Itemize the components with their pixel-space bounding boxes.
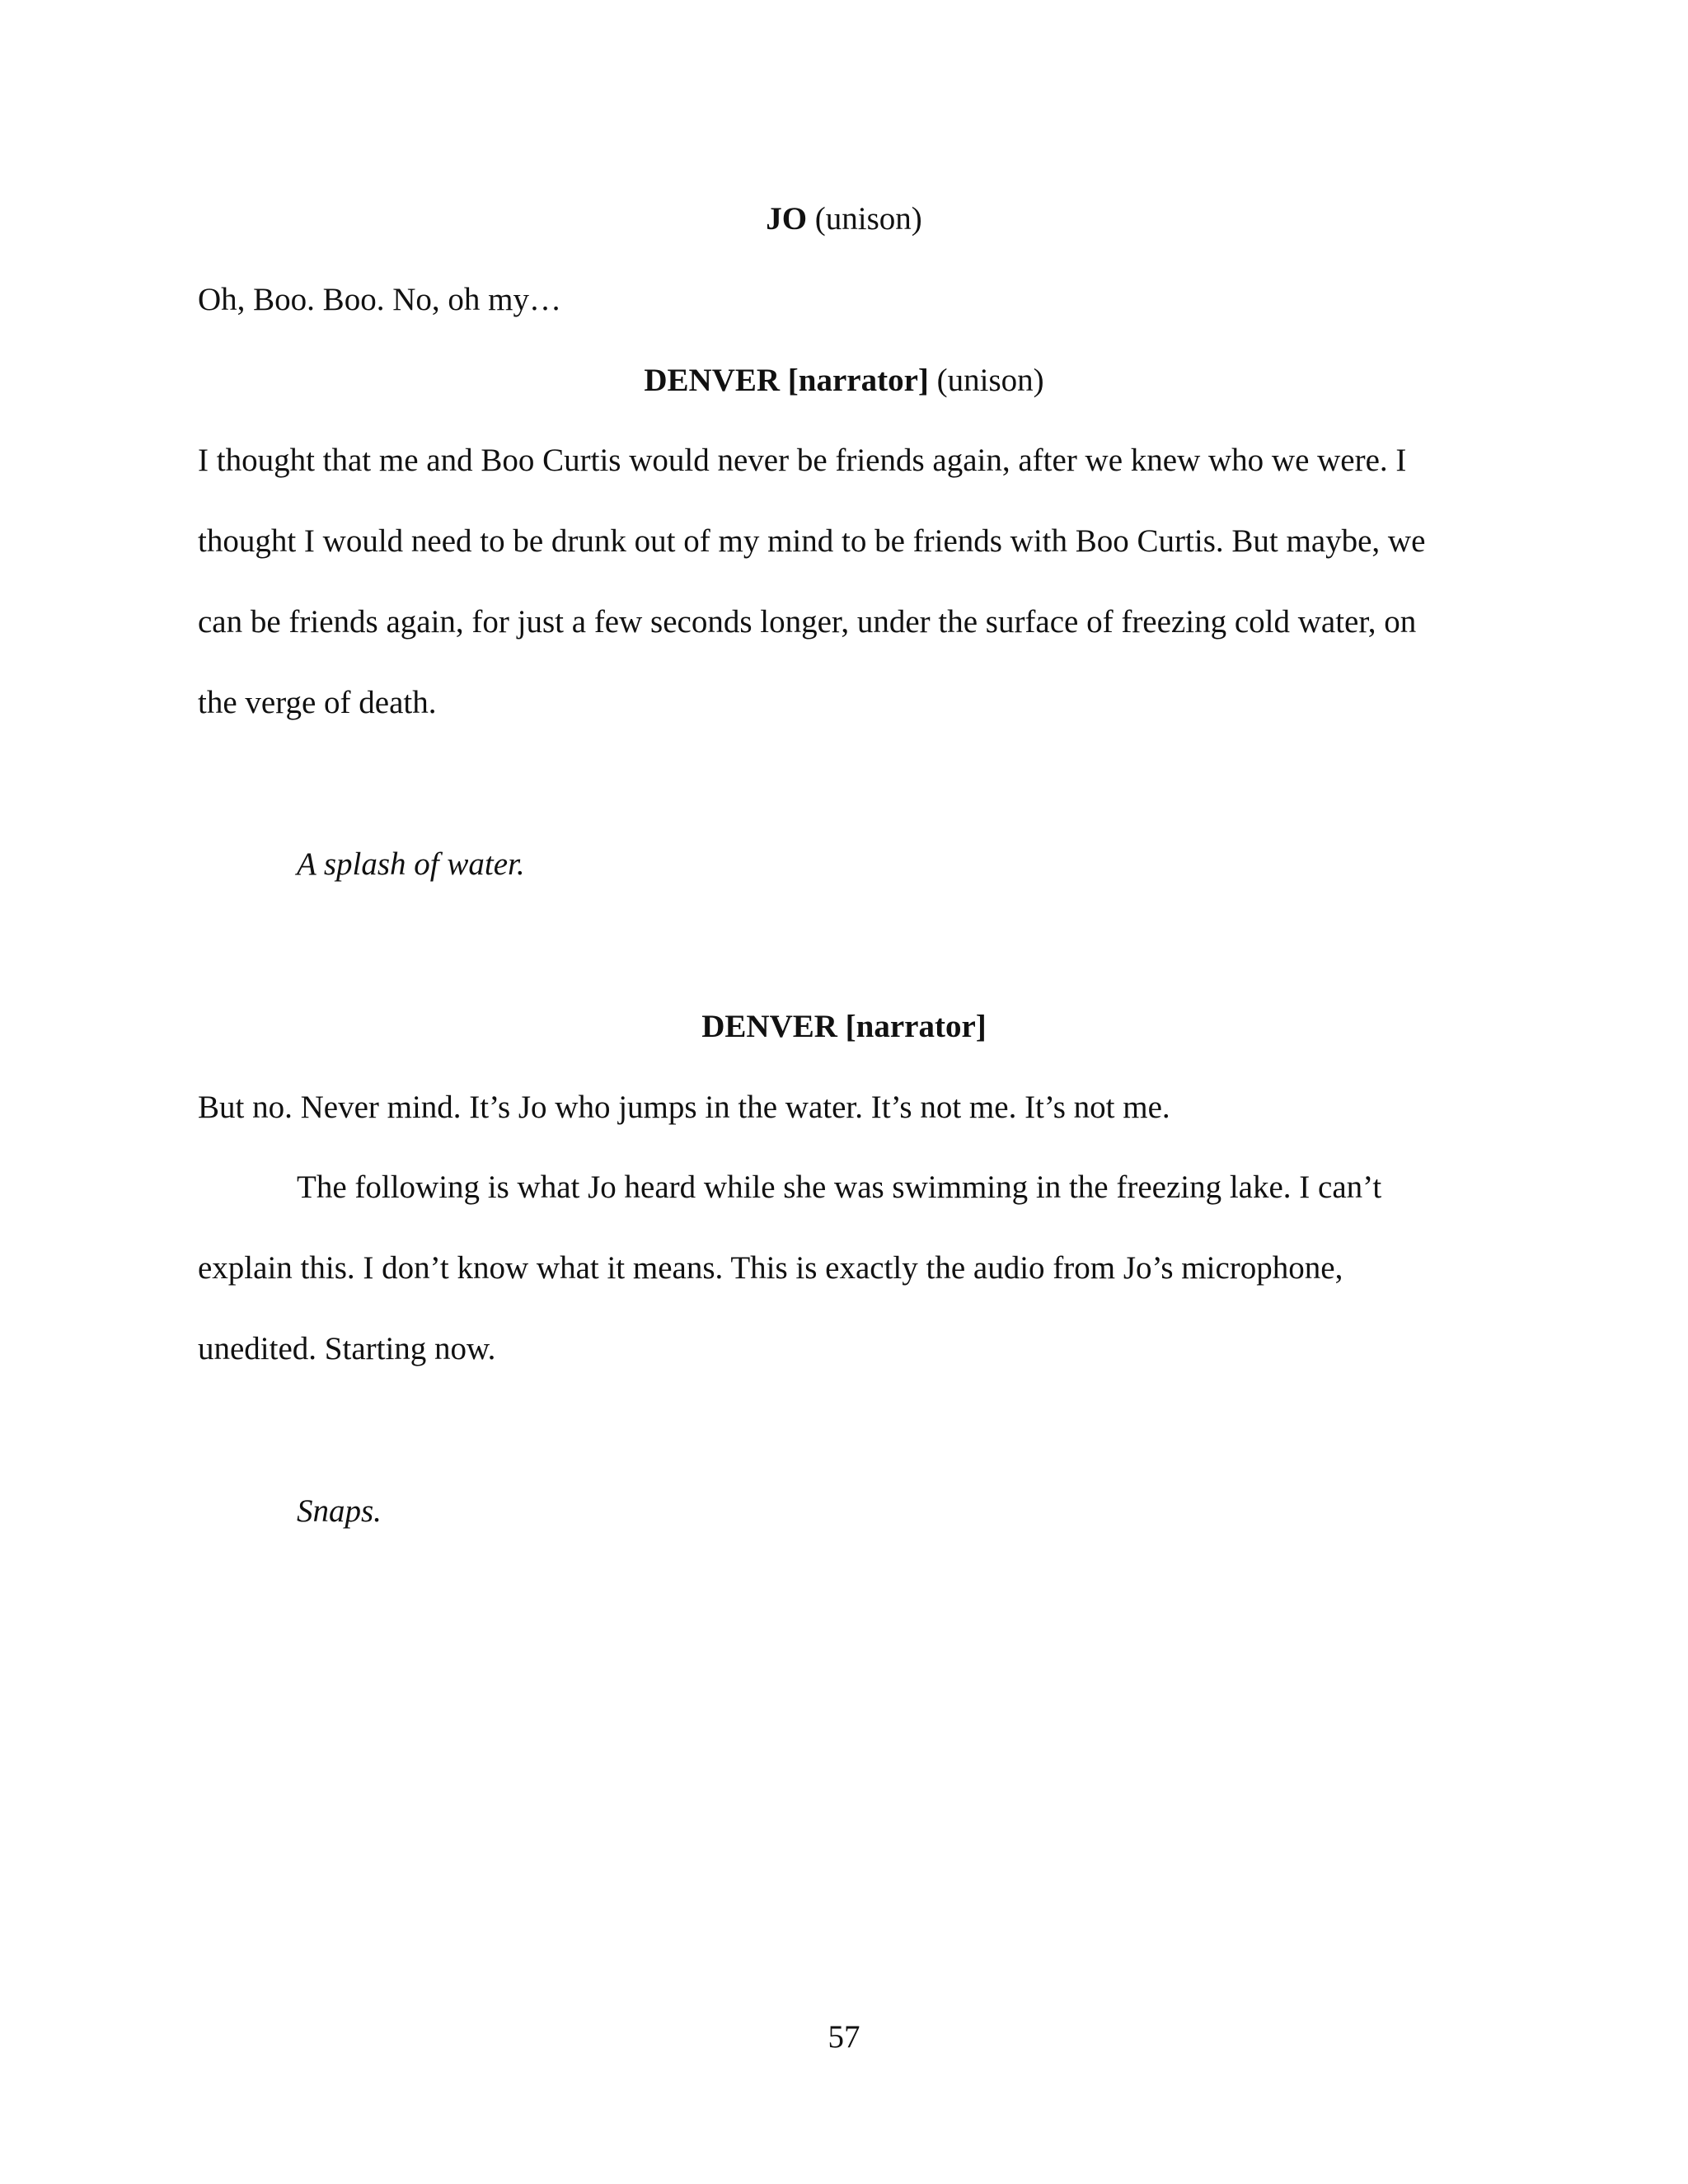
speaker-name: DENVER [narrator] [644,363,929,398]
dialogue-line: But no. Never mind. It’s Jo who jumps in the water. It’s not me. It’s not me. [198,1090,1170,1125]
speaker-parenthetical: (unison) [814,201,922,237]
dialogue-line: The following is what Jo heard while she was swimming in the freezing lake. I can’t [297,1169,1382,1205]
dialogue-line: unedited. Starting now. [198,1331,496,1366]
speaker-heading-denver [0,364,1688,396]
dialogue-line: I thought that me and Boo Curtis would never be friends again, after we knew who we were. I [198,443,1407,478]
stage-direction: A splash of water. [297,846,525,882]
speaker-name: JO [766,201,808,237]
dialogue-line: explain this. I don’t know what it means. This is exactly the audio from Jo’s microphone, [198,1250,1343,1286]
dialogue-line: can be friends again, for just a few seconds longer, under the surface of freezing cold water, on [198,604,1417,640]
page-number: 57 [828,2019,860,2055]
speaker-parenthetical: (unison) [936,363,1044,398]
stage-direction: Snaps. [297,1493,382,1529]
speaker-heading-denver-2: DENVER [narrator] [701,1009,987,1044]
dialogue-line: thought I would need to be drunk out of my mind to be friends with Boo Curtis. But maybe, we [198,523,1426,559]
dialogue-line: the verge of death. [198,685,437,720]
speaker-heading-jo [0,203,1688,235]
dialogue-line: Oh, Boo. Boo. No, oh my… [198,282,561,317]
